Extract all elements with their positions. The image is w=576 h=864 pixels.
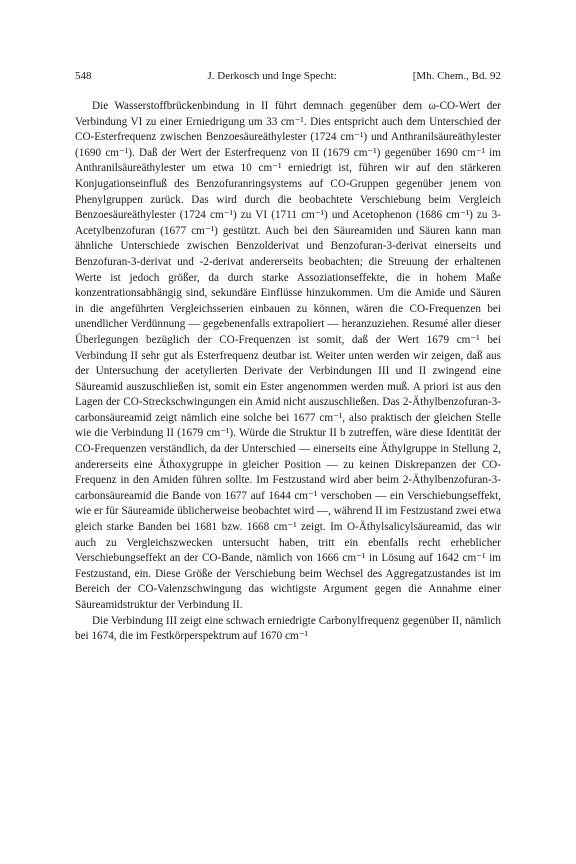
page-number: 548: [75, 70, 92, 82]
body-text: [75, 99, 501, 645]
running-head-authors: J. Derkosch und Inge Specht:: [207, 70, 337, 82]
journal-page: [75, 70, 501, 645]
paragraph: Die Wasserstoffbrückenbindung in II führt demnach gegenüber dem ω-CO-Wert der Verbindung VI zu einer Erniedrigung um 33 cm⁻¹. Dies entspricht auch dem Unterschied der CO-Esterfrequenz zwischen Benzoesäureäthylester (1724 cm⁻¹) und Anthranilsäureäthylester (1690 cm⁻¹). Daß der Wert der Esterfrequenz von II (1679 cm⁻¹) gegenüber 1690 cm⁻¹ im Anthranilsäureäthylester um etwa 10 cm⁻¹ erniedrigt ist, führen wir auf den stärkeren Konjugationseinfluß des Benzofuranringsystems auf CO-Gruppen gegenüber jenem von Phenylgruppen zurück. Das wird durch die beobachtete Verschiebung beim Vergleich Benzoesäureäthylester (1724 cm⁻¹) zu VI (1711 cm⁻¹) und Acetophenon (1686 cm⁻¹) zu 3-Acetylbenzofuran (1677 cm⁻¹) gestützt. Auch bei den Säureamiden und Säuren kann man ähnliche Unterschiede zwischen Benzolderivat und Benzofuran-3-derivat einerseits und Benzofuran-3-derivat und -2-derivat andererseits beobachten; die Streuung der erhaltenen Werte ist jedoch größer, da durch starke Assoziationseffekte, die in hohem Maße konzentrationsabhängig sind, sekundäre Einflüsse hinzukommen. Um die Amide und Säuren in die angeführten Vergleichsserien einbauen zu können, wären die CO-Frequenzen bei unendlicher Verdünnung — gegebenenfalls extrapoliert — heranzuziehen. Resumé aller dieser Überlegungen bezüglich der CO-Frequenzen ist somit, daß der Wert 1679 cm⁻¹ bei Verbindung II sehr gut als Esterfrequenz deutbar ist. Weiter unten werden wir zeigen, daß aus der Untersuchung der acetylierten Derivate der Verbindungen III und II zwingend eine Säureamid auszuschließen ist, somit ein Ester angenommen werden muß. A priori ist aus den Lagen der CO-Streckschwingungen ein Amid nicht auszuschließen. Das 2-Äthylbenzofuran-3-carbonsäureamid zeigt nämlich eine solche bei 1677 cm⁻¹, also praktisch der gleichen Stelle wie die Verbindung II (1679 cm⁻¹). Würde die Struktur II b zutreffen, wäre diese Identität der CO-Frequenzen verständlich, da der Unterschied — einerseits eine Äthylgruppe in Stellung 2, andererseits eine Äthoxygruppe in gleicher Position — zu keinen Diskrepanzen der CO-Frequenz in den Amiden führen sollte. Im Festzustand wird aber beim 2-Äthylbenzofuran-3-carbonsäureamid die Bande von 1677 auf 1644 cm⁻¹ verschoben — ein Verschiebungseffekt, wie er für Säureamide üblicherweise beobachtet wird —, während II im Festzustand zwei etwa gleich starke Banden bei 1681 bzw. 1668 cm⁻¹ zeigt. Im O-Äthylsalicylsäureamid, das wir auch zu Vergleichszwecken untersucht haben, tritt ein ebenfalls recht erheblicher Verschiebungseffekt an der CO-Bande, nämlich von 1666 cm⁻¹ in Lösung auf 1642 cm⁻¹ im Festzustand, ein. Diese Größe der Verschiebung beim Wechsel des Aggregatzustandes ist im Bereich der CO-Valenzschwingung das wichtigste Argument gegen die Annahme einer Säureamidstruktur der Verbindung II.: [75, 100, 501, 611]
paragraph: Die Verbindung III zeigt eine schwach erniedrigte Carbonylfrequenz gegenüber II, nämlich bei 1674, die im Festkörperspektrum auf 1670 cm⁻¹: [75, 614, 501, 643]
running-head-journal: [Mh. Chem., Bd. 92: [412, 70, 501, 82]
running-head: [75, 70, 501, 83]
